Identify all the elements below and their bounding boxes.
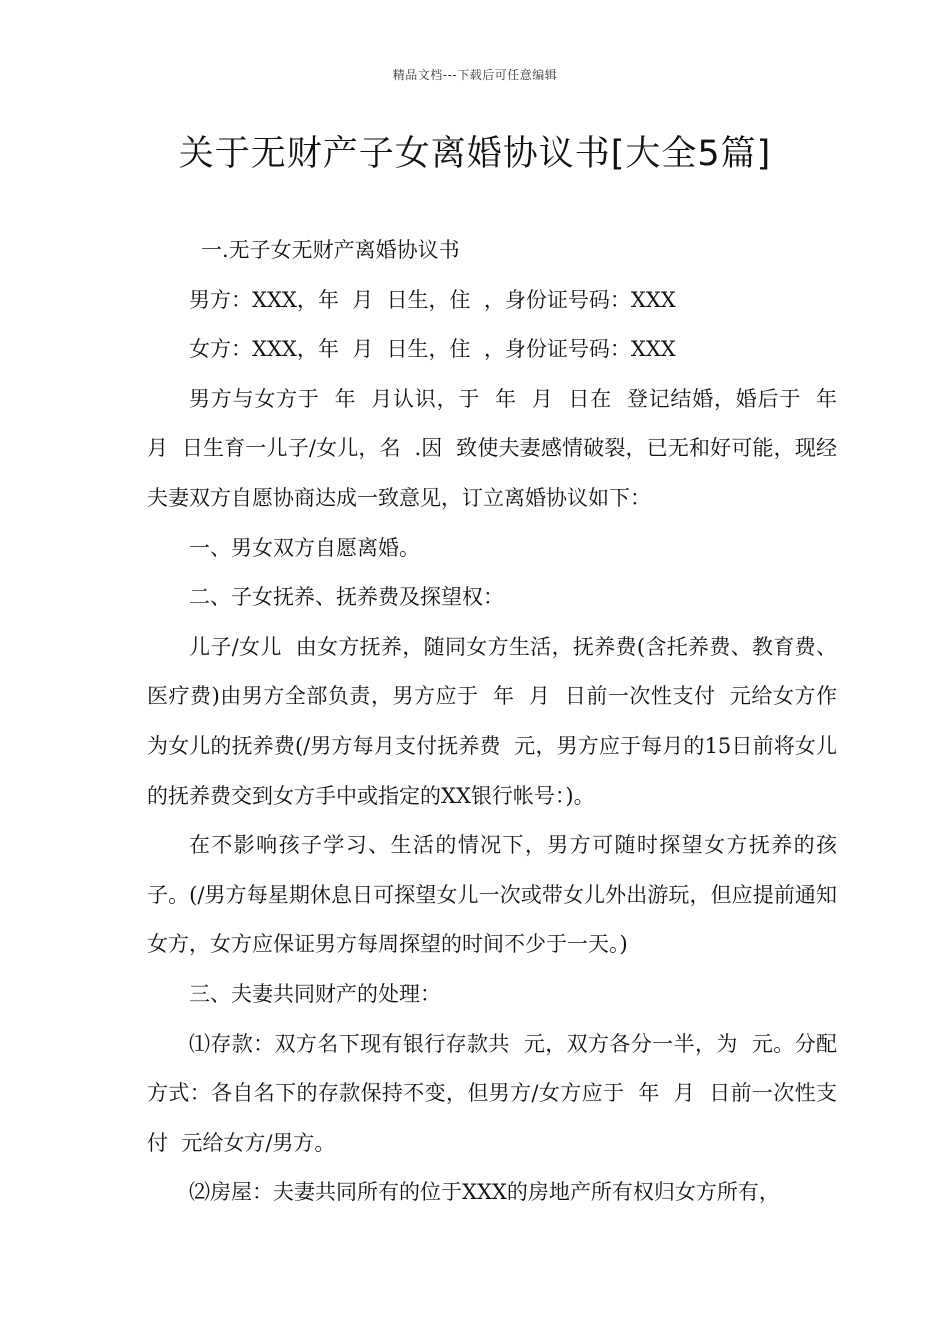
savings-paragraph: ⑴存款：双方名下现有银行存款共 元，双方各分一半，为 元。分配方式：各自名下的存款保持不变，但男方/女方应于 年 月 日前一次性支付 元给女方/男方。	[147, 1031, 837, 1155]
female-party-paragraph: 女方：XXX，年 月 日生，住 ，身份证号码：XXX	[189, 337, 676, 362]
visitation-paragraph: 在不影响孩子学习、生活的情况下，男方可随时探望女方抚养的孩子。(/男方每星期休息日可探望女儿一次或带女儿外出游玩，但应提前通知女方，女方应保证男方每周探望的时间不少于一天。)	[147, 833, 837, 957]
house-paragraph: ⑵房屋：夫妻共同所有的位于XXX的房地产所有权归女方所有，	[189, 1180, 780, 1205]
clause-1-paragraph: 一、男女双方自愿离婚。	[189, 535, 420, 560]
custody-paragraph: 儿子/女儿 由女方抚养，随同女方生活，抚养费(含托养费、教育费、医疗费)由男方全部负责，男方应于 年 月 日前一次性支付 元给女方作为女儿的抚养费(/男方每月支付抚养费 元，男方应于每月的15日前将女儿的抚养费交到女方手中或指定的XX银行帐号：)。	[147, 634, 837, 808]
section-heading-paragraph: 一.无子女无财产离婚协议书	[201, 238, 460, 262]
document-title: 关于无财产子女离婚协议书[大全5篇]	[178, 134, 772, 174]
header-note: 精品文档---下载后可任意编辑	[392, 68, 558, 82]
background-paragraph: 男方与女方于 年 月认识，于 年 月 日在 登记结婚，婚后于 年 月 日生育一儿子/女儿，名 .因 致使夫妻感情破裂，已无和好可能，现经夫妻双方自愿协商达成一致意见，订立离婚协议如下：	[147, 386, 851, 510]
clause-3-heading: 三、夫妻共同财产的处理：	[189, 981, 441, 1006]
male-party-paragraph: 男方：XXX，年 月 日生，住 ，身份证号码：XXX	[189, 287, 676, 312]
clause-2-heading: 二、子女抚养、抚养费及探望权：	[189, 585, 504, 610]
document-body	[147, 226, 851, 1218]
